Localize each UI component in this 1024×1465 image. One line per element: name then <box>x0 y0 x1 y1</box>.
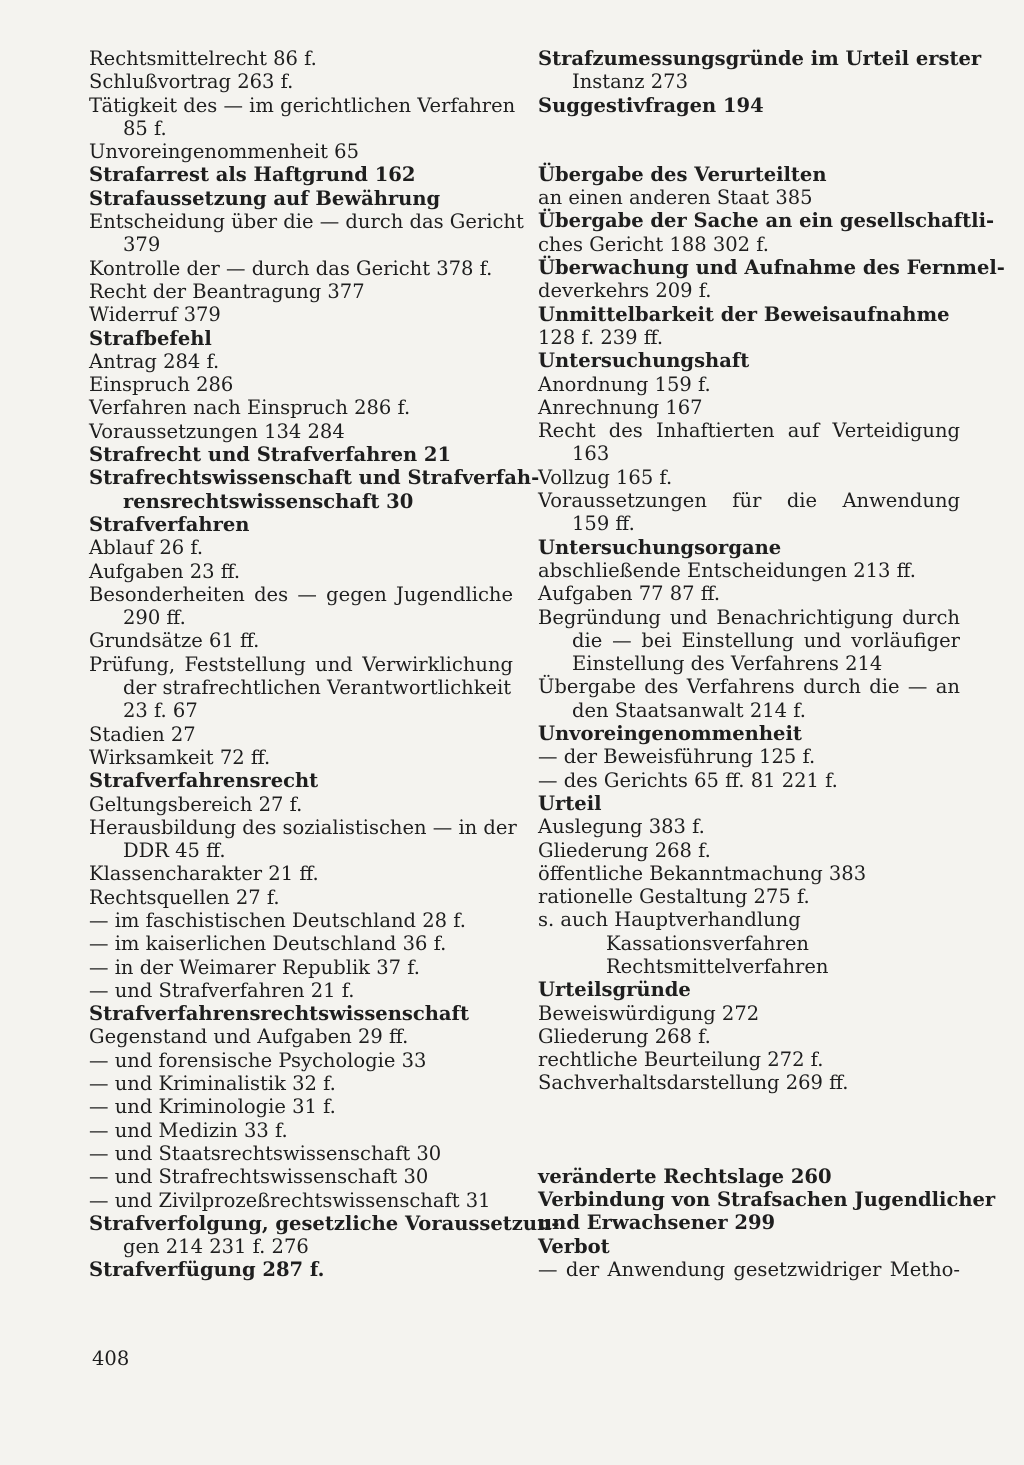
index-entry: — und forensische Psychologie 33 <box>89 1048 427 1072</box>
index-entry: Gliederung 268 f. <box>538 838 711 862</box>
index-entry: — und Medizin 33 f. <box>89 1118 288 1142</box>
index-entry: den Staatsanwalt 214 f. <box>572 698 806 722</box>
index-entry: 23 f. 67 <box>123 699 198 723</box>
index-entry: Instanz 273 <box>572 70 688 94</box>
index-heading: Strafbefehl <box>89 326 212 350</box>
index-entry: Anrechnung 167 <box>538 395 703 419</box>
index-heading: Urteil <box>538 791 602 815</box>
index-entry: Wirksamkeit 72 ff. <box>89 745 271 769</box>
index-entry: — der Beweisführung 125 f. <box>538 745 816 769</box>
index-heading: Suggestivfragen 194 <box>538 93 764 117</box>
index-heading: Strafverfolgung, gesetzliche Voraussetzun- <box>89 1211 560 1235</box>
index-entry: — und Strafverfahren 21 f. <box>89 978 355 1002</box>
index-entry: Entscheidung über die — durch das Gericht <box>89 210 524 234</box>
index-entry: Begründung und Benachrichtigung durch <box>538 605 960 629</box>
index-entry: Voraussetzungen 134 284 <box>89 419 345 443</box>
index-entry: Kassationsverfahren <box>606 931 809 955</box>
index-heading: Verbot <box>538 1234 610 1258</box>
index-heading: Strafverfahrensrecht <box>89 769 319 793</box>
index-entry: rationelle Gestaltung 275 f. <box>538 885 810 909</box>
index-heading: Strafarrest als Haftgrund 162 <box>89 163 416 187</box>
index-column-right <box>538 47 1005 1281</box>
index-entry: 163 <box>572 442 610 466</box>
index-entry: der strafrechtlichen Verantwortlichkeit <box>123 676 512 700</box>
index-heading: Strafrecht und Strafverfahren 21 <box>89 443 452 467</box>
index-heading: Strafverfügung 287 f. <box>89 1258 325 1282</box>
index-entry: Gliederung 268 f. <box>538 1024 711 1048</box>
index-heading: Übergabe des Verurteilten <box>538 162 827 186</box>
index-heading: Strafaussetzung auf Bewährung <box>89 186 441 210</box>
index-entry: ches Gericht 188 302 f. <box>538 232 769 256</box>
index-entry: die — bei Einstellung und vorläufiger <box>572 628 960 652</box>
index-entry: Verfahren nach Einspruch 286 f. <box>89 396 411 420</box>
section-spacer <box>538 117 960 163</box>
index-entry: öffentliche Bekanntmachung 383 <box>538 861 867 885</box>
index-entry: Anordnung 159 f. <box>538 372 711 396</box>
index-entry: Unvoreingenommenheit 65 <box>89 140 359 164</box>
index-entry: Antrag 284 f. <box>89 349 220 373</box>
index-entry: s. auch Hauptverhandlung <box>538 908 801 932</box>
index-entry: Rechtsquellen 27 f. <box>89 885 280 909</box>
index-entry: Gegenstand und Aufgaben 29 ff. <box>89 1025 409 1049</box>
index-entry: Stadien 27 <box>89 722 196 746</box>
index-entry: Ablauf 26 f. <box>89 536 204 560</box>
index-entry: Voraussetzungen für die Anwendung <box>538 489 960 513</box>
index-entry: 159 ff. <box>572 512 635 536</box>
index-entry: 290 ff. <box>123 606 186 630</box>
index-entry: — in der Weimarer Republik 37 f. <box>89 955 420 979</box>
index-entry: Recht der Beantragung 377 <box>89 279 365 303</box>
index-heading: Strafzumessungsgründe im Urteil erster <box>538 47 982 70</box>
index-heading: Untersuchungsorgane <box>538 535 782 559</box>
index-heading: veränderte Rechtslage 260 <box>538 1164 832 1188</box>
index-entry: Sachverhaltsdarstellung 269 ff. <box>538 1071 849 1095</box>
index-heading: Strafrechtswissenschaft und Strafverfah- <box>89 466 540 490</box>
index-heading: Überwachung und Aufnahme des Fernmel- <box>538 256 1005 280</box>
index-entry: Auslegung 383 f. <box>538 815 705 839</box>
index-entry: Recht des Inhaftierten auf Verteidigung <box>538 419 960 443</box>
index-heading: Strafverfahren <box>89 512 250 536</box>
index-entry: Vollzug 165 f. <box>538 465 673 489</box>
index-entry: Geltungsbereich 27 f. <box>89 792 303 816</box>
index-entry: — und Zivilprozeßrechtswissenschaft 31 <box>89 1188 491 1212</box>
index-entry: rechtliche Beurteilung 272 f. <box>538 1048 824 1072</box>
index-entry: Tätigkeit des — im gerichtlichen Verfahren <box>89 93 516 117</box>
index-entry: DDR 45 ff. <box>123 839 226 863</box>
index-entry: Einstellung des Verfahrens 214 <box>572 652 883 676</box>
index-entry: — im kaiserlichen Deutschland 36 f. <box>89 932 447 956</box>
index-heading: Unvoreingenommenheit <box>538 722 802 746</box>
index-entry: — und Kriminologie 31 f. <box>89 1095 336 1119</box>
index-entry: — des Gerichts 65 ff. 81 221 f. <box>538 768 838 792</box>
index-entry: — und Staatsrechtswissenschaft 30 <box>89 1141 442 1165</box>
index-entry: — im faschistischen Deutschland 28 f. <box>89 908 466 932</box>
index-heading: Untersuchungshaft <box>538 349 750 373</box>
index-entry: 379 <box>123 233 161 257</box>
index-heading: Verbindung von Strafsachen Jugendlicher <box>538 1188 996 1212</box>
index-entry: 128 f. 239 ff. <box>538 325 664 349</box>
index-column-left <box>89 47 560 1282</box>
index-entry: Übergabe des Verfahrens durch die — an <box>538 675 960 699</box>
index-entry: Rechtsmittelverfahren <box>606 954 829 978</box>
index-entry: Einspruch 286 <box>89 373 234 397</box>
index-heading: Urteilsgründe <box>538 978 691 1002</box>
index-entry: Herausbildung des sozialistischen — in der <box>89 815 517 839</box>
index-entry: Beweiswürdigung 272 <box>538 1001 760 1025</box>
index-heading: Übergabe der Sache an ein gesellschaftli- <box>538 209 995 233</box>
index-entry: gen 214 231 f. 276 <box>123 1235 309 1259</box>
index-entry: Kontrolle der — durch das Gericht 378 f. <box>89 256 493 280</box>
index-heading: rensrechtswissenschaft 30 <box>123 489 414 513</box>
page-number: 408 <box>92 1347 130 1370</box>
index-heading: Strafverfahrensrechtswissenschaft <box>89 1002 469 1026</box>
index-entry: Klassencharakter 21 ff. <box>89 862 319 886</box>
index-entry: Aufgaben 23 ff. <box>89 559 241 583</box>
index-entry: Prüfung, Feststellung und Verwirklichung <box>89 652 513 676</box>
index-entry: Schlußvortrag 263 f. <box>89 70 294 94</box>
index-entry: an einen anderen Staat 385 <box>538 186 813 210</box>
index-entry: — und Kriminalistik 32 f. <box>89 1072 336 1096</box>
index-entry: Besonderheiten des — gegen Jugendliche <box>89 582 513 606</box>
index-entry: 85 f. <box>123 116 167 140</box>
section-spacer <box>538 1095 960 1165</box>
index-entry: abschließende Entscheidungen 213 ff. <box>538 558 917 582</box>
index-entry: — der Anwendung gesetzwidriger Metho- <box>538 1257 960 1281</box>
index-heading: Unmittelbarkeit der Beweisaufnahme <box>538 302 950 326</box>
index-entry: — und Strafrechtswissenschaft 30 <box>89 1165 429 1189</box>
index-entry: Widerruf 379 <box>89 303 221 327</box>
index-entry: deverkehrs 209 f. <box>538 279 712 303</box>
index-entry: Grundsätze 61 ff. <box>89 629 260 653</box>
index-entry: Rechtsmittelrecht 86 f. <box>89 47 317 70</box>
index-heading: und Erwachsener 299 <box>538 1211 776 1235</box>
index-entry: Aufgaben 77 87 ff. <box>538 582 721 606</box>
